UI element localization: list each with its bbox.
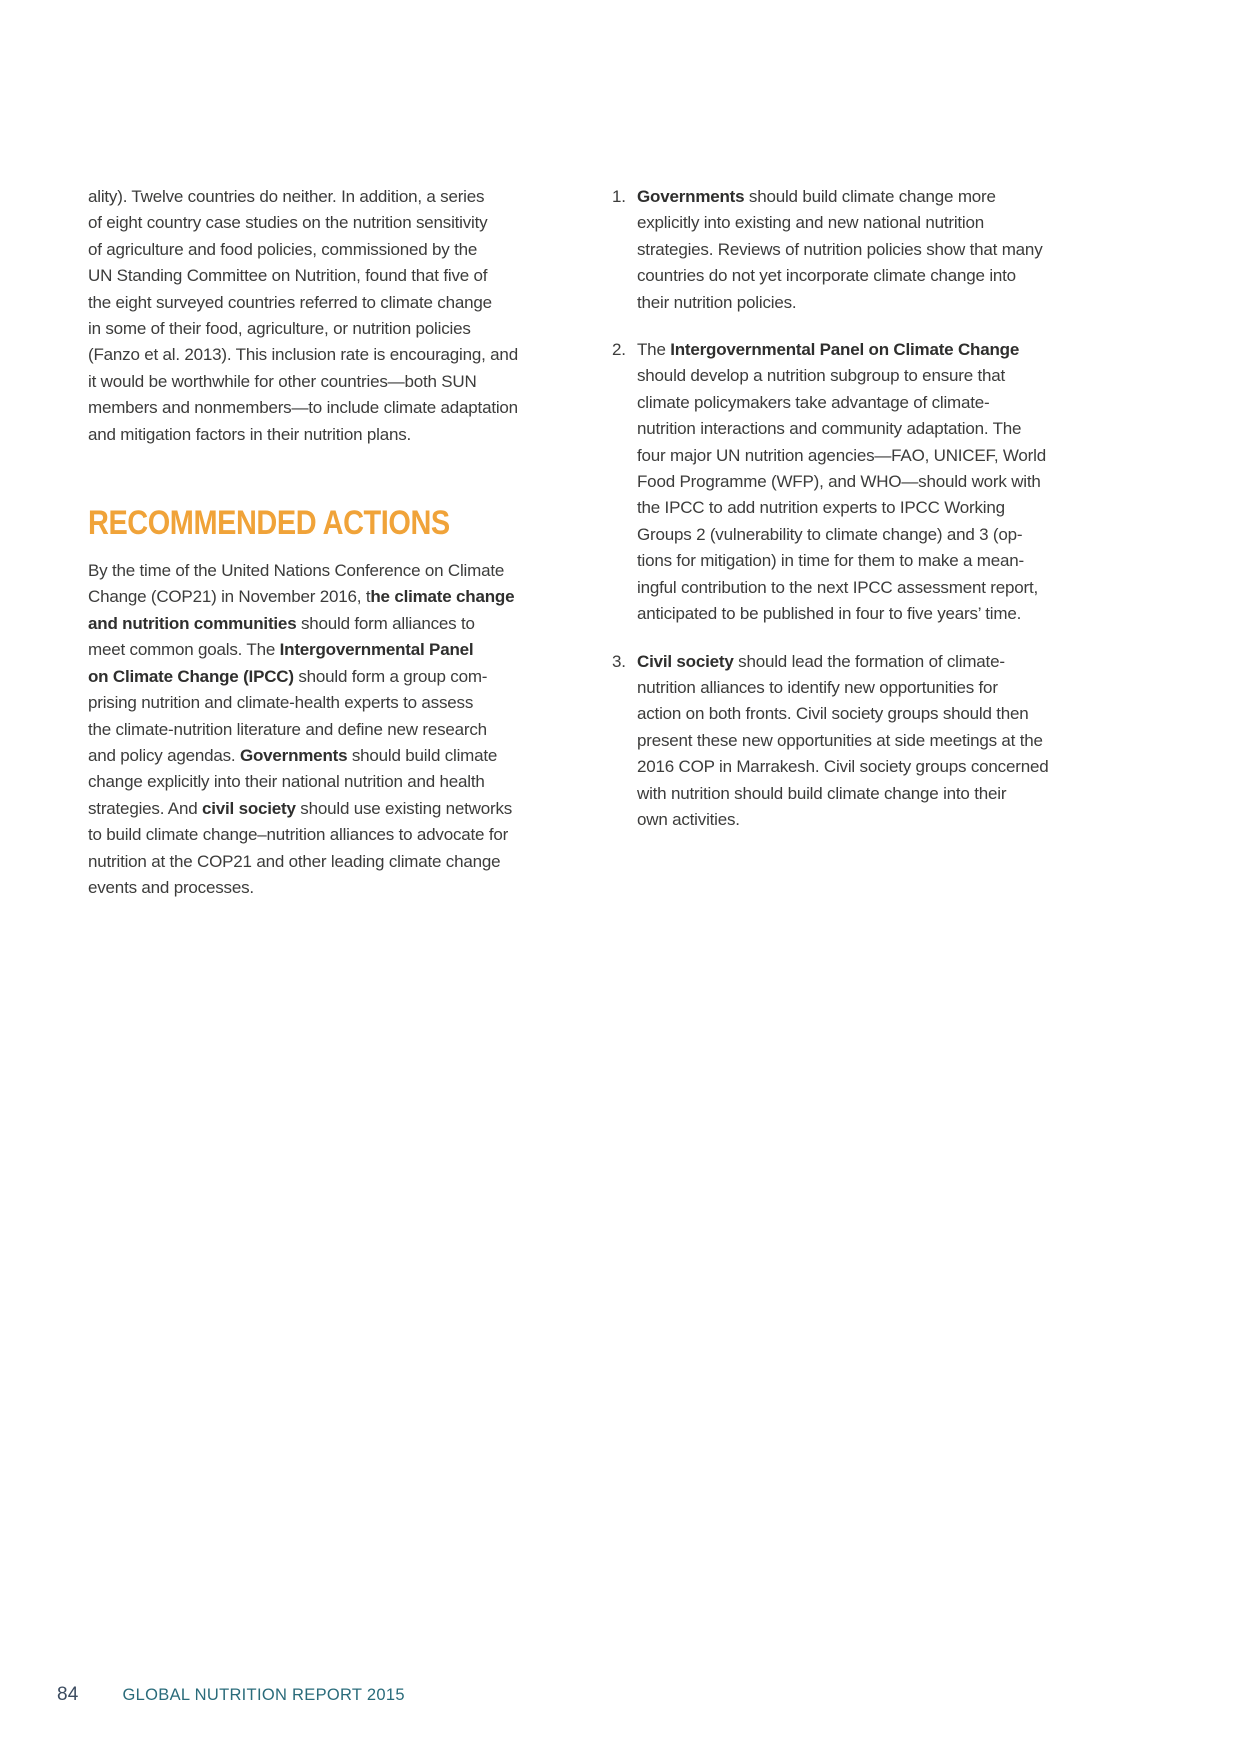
- text-run: explicitly into existing and new national nutrition: [637, 213, 985, 233]
- text-run: ingful contribution to the next IPCC assessment report,: [637, 577, 1038, 597]
- text-run: with nutrition should build climate change into their: [637, 783, 1007, 803]
- text-run: their nutrition policies.: [637, 292, 797, 312]
- section-heading-recommended-actions: RECOMMENDED ACTIONS: [88, 504, 450, 543]
- text-run: tions for mitigation) in time for them to make a mean-: [637, 551, 1024, 571]
- text-run: Intergovernmental Panel: [279, 640, 474, 660]
- text-run: should form alliances to: [296, 613, 475, 633]
- text-run: the IPCC to add nutrition experts to IPCC Working: [637, 498, 1005, 518]
- text-run: 2016 COP in Marrakesh. Civil society groups concerned: [637, 757, 1049, 777]
- text-run: UN Standing Committee on Nutrition, found that five of: [88, 266, 488, 286]
- right-column: [612, 184, 1132, 854]
- text-run: it would be worthwhile for other countries—both SUN: [88, 371, 477, 391]
- text-run: (Fanzo et al. 2013). This inclusion rate is encouraging, and: [88, 345, 518, 365]
- text-run: meet common goals. The: [88, 640, 280, 660]
- footer-report-title: GLOBAL NUTRITION REPORT 2015: [122, 1686, 405, 1704]
- text-run: on Climate Change (IPCC): [88, 666, 294, 686]
- text-run: events and processes.: [88, 877, 254, 897]
- text-run: of agriculture and food policies, commissioned by the: [88, 239, 478, 259]
- text-run: the eight surveyed countries referred to climate change: [88, 292, 492, 312]
- list-number: 3.: [612, 651, 626, 671]
- list-item: [612, 184, 1132, 316]
- text-run: strategies. Reviews of nutrition policies show that many: [637, 239, 1043, 259]
- text-run: The: [637, 340, 671, 360]
- text-run: action on both fronts. Civil society groups should then: [637, 704, 1029, 724]
- text-run: nutrition interactions and community adaptation. The: [637, 419, 1022, 439]
- text-run: Intergovernmental Panel on Climate Change: [670, 340, 1020, 360]
- text-run: and nutrition communities: [88, 613, 297, 633]
- text-run: should build climate change more: [744, 187, 996, 206]
- text-run: countries do not yet incorporate climate change into: [637, 266, 1016, 286]
- text-run: anticipated to be published in four to five years’ time.: [637, 604, 1022, 624]
- list-item-text: [637, 184, 1132, 316]
- text-run: members and nonmembers—to include climate adaptation: [88, 398, 518, 418]
- text-run: nutrition alliances to identify new opportunities for: [637, 677, 998, 697]
- text-run: Civil society: [637, 651, 734, 671]
- list-item-text: [637, 337, 1132, 627]
- page-footer: [57, 1684, 405, 1706]
- text-run: of eight country case studies on the nutrition sensitivity: [88, 213, 488, 233]
- text-run: present these new opportunities at side meetings at the: [637, 730, 1043, 750]
- text-run: the climate-nutrition literature and define new research: [88, 719, 487, 739]
- text-run: should lead the formation of climate-: [733, 651, 1005, 671]
- text-run: Groups 2 (vulnerability to climate change) and 3 (op-: [637, 524, 1023, 544]
- text-run: should form a group com-: [293, 666, 488, 686]
- text-run: Food Programme (WFP), and WHO—should work with: [637, 472, 1041, 492]
- text-run: prising nutrition and climate-health experts to assess: [88, 693, 474, 713]
- text-run: and mitigation factors in their nutrition plans.: [88, 424, 412, 444]
- text-run: change explicitly into their national nutrition and health: [88, 772, 485, 792]
- left-column: [88, 184, 608, 901]
- text-run: climate policymakers take advantage of climate-: [637, 392, 990, 412]
- text-run: strategies. And: [88, 798, 202, 818]
- text-run: ality). Twelve countries do neither. In addition, a series: [88, 187, 485, 206]
- text-run: should build climate: [347, 745, 498, 765]
- text-run: four major UN nutrition agencies—FAO, UNICEF, World: [637, 445, 1046, 465]
- text-run: should use existing networks: [295, 798, 513, 818]
- list-number: 1.: [612, 187, 626, 206]
- list-item: [612, 649, 1132, 834]
- text-run: Governments: [239, 745, 348, 765]
- text-run: in some of their food, agriculture, or nutrition policies: [88, 319, 471, 339]
- paragraph-continuation: [88, 184, 608, 448]
- text-run: and policy agendas.: [88, 745, 240, 765]
- text-run: Governments: [637, 187, 745, 206]
- text-run: Change (COP21) in November 2016, t: [88, 587, 371, 607]
- text-run: should develop a nutrition subgroup to ensure that: [637, 366, 1006, 386]
- text-run: civil society: [201, 798, 296, 818]
- text-run: own activities.: [637, 809, 740, 829]
- list-item-text: [637, 649, 1132, 834]
- text-run: to build climate change–nutrition alliances to advocate for: [88, 825, 509, 845]
- page-number: 84: [57, 1684, 79, 1705]
- text-run: he climate change: [370, 587, 515, 607]
- text-run: nutrition at the COP21 and other leading climate change: [88, 851, 501, 871]
- list-number: 2.: [612, 340, 626, 360]
- paragraph-recommended-actions: [88, 558, 608, 901]
- text-run: By the time of the United Nations Conference on Climate: [88, 561, 505, 581]
- list-item: [612, 337, 1132, 627]
